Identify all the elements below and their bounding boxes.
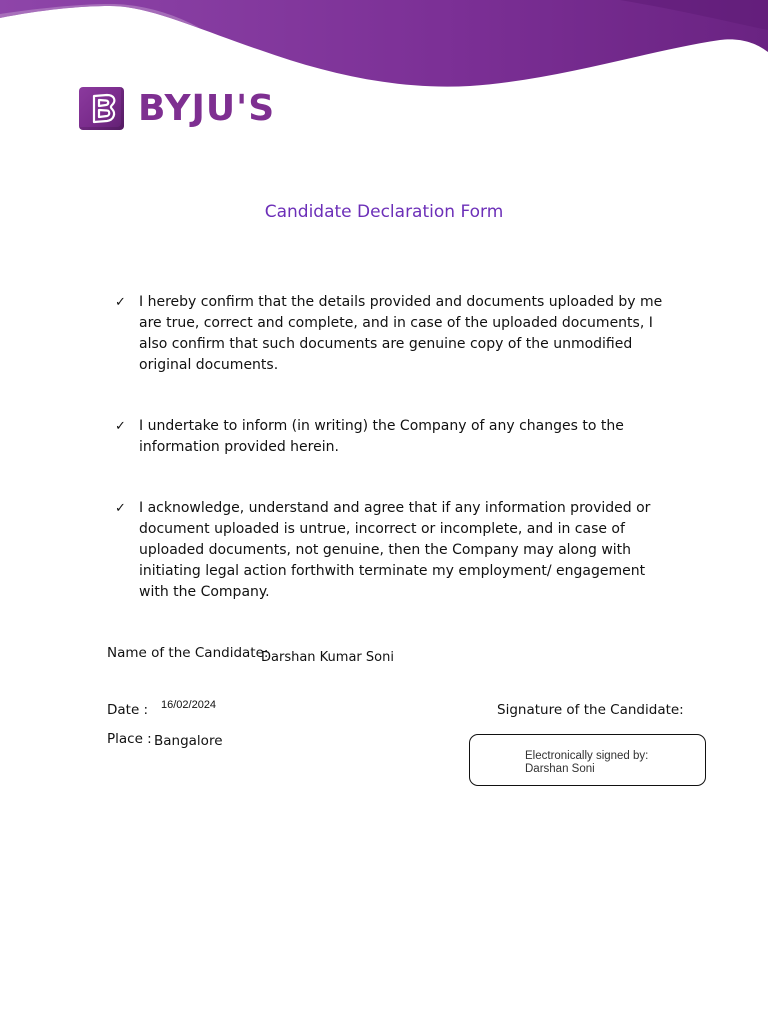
form-title: Candidate Declaration Form: [264, 202, 504, 222]
signature-box: [469, 734, 706, 786]
date-value: 16/02/2024: [161, 699, 217, 711]
header-wave-decoration: [0, 0, 768, 100]
signature-label: Signature of the Candidate:: [497, 702, 684, 718]
candidate-name-label: Name of the Candidate:: [107, 645, 269, 661]
declaration-item: [115, 416, 675, 458]
signature-line-1: Electronically signed by:: [525, 750, 649, 762]
declaration-text: I undertake to inform (in writing) the Company of any changes to the information provided herein.: [139, 418, 624, 455]
signature-line-2: Darshan Soni: [525, 763, 595, 775]
declaration-text: I acknowledge, understand and agree that if any information provided or document uploaded is untrue, incorrect or incomplete, and in case of uploaded documents, not genuine, then the Company may along with initiating legal action forthwith terminate my employment/ engagement with the Company.: [139, 500, 651, 600]
place-label: Place :: [107, 731, 152, 747]
brand-logo: [79, 87, 275, 130]
declaration-item: [115, 498, 675, 603]
declaration-item: [115, 292, 675, 376]
brand-name: BYJU'S: [138, 87, 276, 129]
declaration-text: I hereby confirm that the details provided and documents uploaded by me are true, correct and complete, and in case of the uploaded documents, I also confirm that such documents are genuine copy of the unmodified original documents.: [139, 294, 663, 373]
date-label: Date :: [107, 702, 149, 718]
byjus-b-logo-icon: [79, 87, 124, 130]
place-value: Bangalore: [154, 733, 223, 749]
candidate-name-value: Darshan Kumar Soni: [261, 650, 394, 665]
checkmark-icon: ✓: [115, 295, 126, 310]
checkmark-icon: ✓: [115, 501, 126, 516]
checkmark-icon: ✓: [115, 419, 126, 434]
